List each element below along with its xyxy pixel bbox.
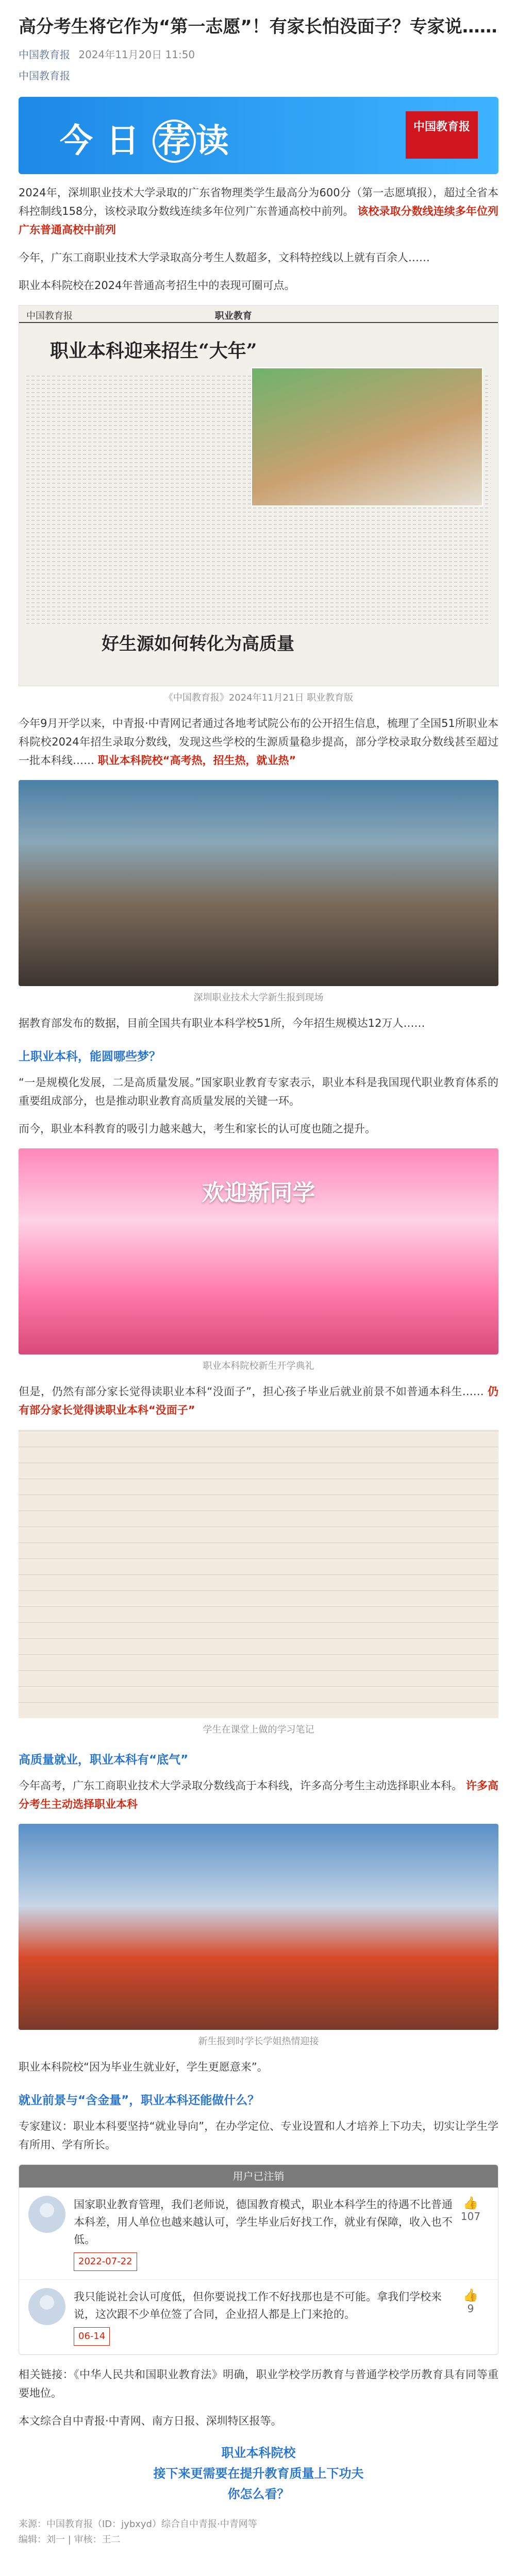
subhead-2: 高质量就业，职业本科有“底气” bbox=[19, 1753, 189, 1767]
like-count[interactable] bbox=[453, 2196, 489, 2271]
logo-text: 中国教育报 bbox=[413, 121, 470, 133]
stage-overlay-text: 欢迎新同学 bbox=[202, 1180, 315, 1206]
banner-char-2: 日 bbox=[106, 122, 153, 160]
newspaper-figure bbox=[19, 305, 498, 704]
newspaper-footline: 好生源如何转化为高质量 bbox=[102, 634, 294, 654]
banner-title bbox=[60, 114, 242, 163]
post-date: 06-14 bbox=[74, 2327, 110, 2346]
paragraph-13: 本文综合自中青报·中青网、南方日报、深圳特区报等。 bbox=[19, 2415, 282, 2427]
stand-photo bbox=[19, 1824, 498, 2030]
notes-photo bbox=[19, 1430, 498, 1718]
like-count-value: 107 bbox=[460, 2210, 481, 2223]
stand-caption: 新生报到时学长学姐热情迎接 bbox=[198, 2036, 319, 2047]
article-source-link[interactable]: 中国教育报 bbox=[19, 48, 70, 61]
newspaper-masthead bbox=[19, 306, 498, 323]
paragraph-3: 职业本科院校在2024年普通高考招生中的表现可圈可点。 bbox=[19, 279, 295, 292]
forum-post bbox=[19, 2280, 498, 2354]
paragraph-2: 今年，广东工商职业技术大学录取高分考生人数超多，文科特控线以上就有百余人…… bbox=[19, 251, 430, 264]
masthead-section: 职业教育 bbox=[214, 311, 252, 321]
paragraph-12: 相关链接：《中华人民共和国职业教育法》明确，职业学校学历教育与普通学校学历教育具有同等重要地位。 bbox=[19, 2368, 498, 2399]
article-header bbox=[0, 0, 517, 88]
paragraph-10: 职业本科院校“因为毕业生就业好，学生更愿意来”。 bbox=[19, 2061, 268, 2073]
post-text: 我只能说社会认可度低，但你要说找工作不好找那也是不可能。拿我们学校来说，这次跟不少单位签了合同，企业招人都是上门来抢的。 bbox=[74, 2291, 442, 2320]
forum-post bbox=[19, 2188, 498, 2280]
paragraph-9-text: 今年高考，广东工商职业技术大学录取分数线高于本科线，许多高分考生主动选择职业本科。 bbox=[19, 1780, 463, 1792]
forum-post-body bbox=[74, 2288, 453, 2346]
forum-post-body bbox=[74, 2196, 453, 2271]
article-tag[interactable]: 中国教育报 bbox=[19, 70, 70, 82]
highlight-1: 该校录取分数线连续多年位列广东普通高校中前列 bbox=[19, 205, 498, 236]
footer-source: 来源：中国教育报（ID：jybxyd）综合自中青报·中青网等 bbox=[19, 2519, 257, 2530]
stand-figure bbox=[19, 1824, 498, 2047]
paragraph-5: 据教育部发布的数据，目前全国共有职业本科学校51所，今年招生规模达12万人…… bbox=[19, 1017, 425, 1029]
like-count[interactable] bbox=[453, 2288, 489, 2346]
article-footer bbox=[0, 2517, 517, 2548]
newspaper-logo bbox=[406, 111, 478, 159]
closing-callout bbox=[19, 2443, 498, 2504]
crowd-photo bbox=[19, 780, 498, 986]
thumb-up-icon: 👍 bbox=[463, 2288, 478, 2302]
closing-line-1: 职业本科院校 bbox=[221, 2446, 296, 2460]
article-meta bbox=[19, 46, 498, 61]
crowd-figure bbox=[19, 780, 498, 1004]
article-date: 2024年11月20日 11:50 bbox=[78, 48, 195, 61]
highlight-3: 仍有部分家长觉得读职业本科“没面子” bbox=[19, 1385, 498, 1416]
like-count-value: 9 bbox=[467, 2302, 474, 2315]
footer-editor: 编辑：刘一 | 审核：王二 bbox=[19, 2534, 121, 2545]
forum-header: 用户已注销 bbox=[19, 2165, 498, 2188]
notes-figure bbox=[19, 1430, 498, 1736]
paragraph-8 bbox=[0, 1382, 517, 1419]
subhead-3: 就业前景与“含金量”，职业本科还能做什么？ bbox=[19, 2094, 260, 2107]
paragraph-9 bbox=[0, 1776, 517, 1814]
thumb-up-icon: 👍 bbox=[463, 2196, 478, 2210]
paragraph-7: 而今，职业本科教育的吸引力越来越大，考生和家长的认可度也随之提升。 bbox=[19, 1123, 376, 1135]
paragraph-11: 专家建议：职业本科要坚持“就业导向”，在办学定位、专业设置和人才培养上下功夫，切实让学生学有所用、学有所长。 bbox=[19, 2120, 498, 2151]
post-date: 2022-07-22 bbox=[74, 2252, 137, 2271]
newspaper-headline: 职业本科迎来招生“大年” bbox=[50, 340, 257, 362]
post-text: 国家职业教育管理，我们老师说，德国教育模式，职业本科学生的待遇不比普通本科差，用人单位也越来越认可，学生毕业后好找工作，就业有保障，收入也不低。 bbox=[74, 2198, 453, 2246]
newspaper-photo bbox=[251, 367, 483, 506]
avatar bbox=[28, 2288, 65, 2325]
closing-line-3: 你怎么看？ bbox=[227, 2487, 290, 2501]
highlight-4: 许多高分考生主动选择职业本科 bbox=[19, 1780, 498, 1810]
banner-char-1: 今 bbox=[60, 122, 106, 160]
crowd-caption: 深圳职业技术大学新生报到现场 bbox=[193, 992, 324, 1003]
paragraph-1 bbox=[0, 183, 517, 239]
stage-figure bbox=[19, 1148, 498, 1372]
highlight-2: 职业本科院校“高考热，招生热，就业热” bbox=[97, 754, 296, 767]
notes-caption: 学生在课堂上做的学习笔记 bbox=[203, 1724, 314, 1735]
paragraph-4-text: 今年9月开学以来，中青报·中青网记者通过各地考试院公布的公开招生信息，梳理了全国51所职业本科院校2024年招生录取分数线，发现这些学校的生源质量稳步提高，部分学校录取分数线甚至超过一批本科线…… bbox=[19, 717, 498, 767]
banner-char-3: 荐 bbox=[153, 120, 196, 163]
subhead-1: 上职业本科，能圆哪些梦？ bbox=[19, 1050, 161, 1063]
banner-char-4: 读 bbox=[196, 122, 242, 160]
masthead-left: 中国教育报 bbox=[26, 311, 73, 321]
newspaper-caption: 《中国教育报》2024年11月21日 职业教育版 bbox=[163, 692, 354, 703]
stage-caption: 职业本科院校新生开学典礼 bbox=[203, 1361, 314, 1371]
newspaper-image bbox=[19, 305, 498, 686]
paragraph-4 bbox=[0, 714, 517, 770]
forum-screenshot bbox=[19, 2164, 498, 2355]
paragraph-6: “一是规模化发展，二是高质量发展。”国家职业教育专家表示，职业本科是我国现代职业教育体系的重要组成部分，也是推动职业教育高质量发展的关键一环。 bbox=[19, 1076, 498, 1107]
paragraph-1-text: 2024年，深圳职业技术大学录取的广东省物理类学生最高分为600分（第一志愿填报），超过全省本科控制线158分，该校录取分数线连续多年位列广东普通高校中前列。 bbox=[19, 187, 498, 217]
avatar bbox=[28, 2196, 65, 2233]
today-recommend-banner bbox=[19, 97, 498, 174]
paragraph-8-text: 但是，仍然有部分家长觉得读职业本科“没面子”，担心孩子毕业后就业前景不如普通本科生…… bbox=[19, 1385, 484, 1398]
closing-line-2: 接下来更需要在提升教育质量上下功夫 bbox=[153, 2466, 364, 2481]
article-title: 高分考生将它作为“第一志愿”！有家长怕没面子？专家说…… bbox=[19, 16, 497, 37]
